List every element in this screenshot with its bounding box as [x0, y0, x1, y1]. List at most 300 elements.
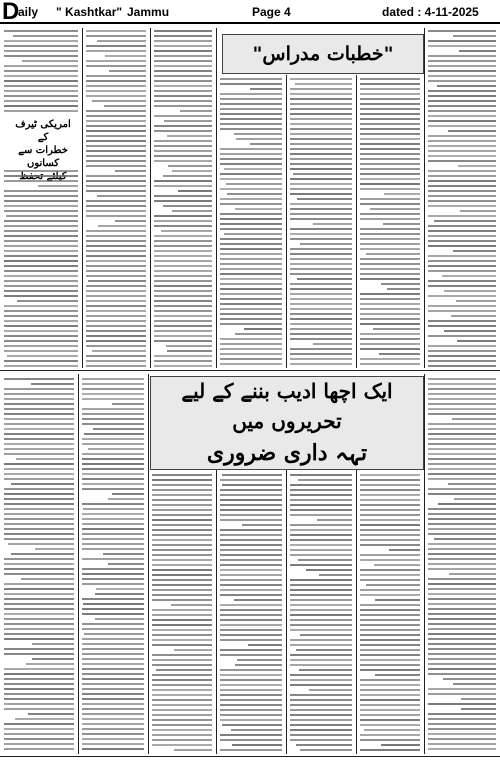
text-line: [428, 378, 496, 380]
text-line: [428, 135, 496, 137]
text-line: [360, 343, 420, 345]
text-line: [234, 599, 282, 601]
text-line: [4, 533, 74, 535]
text-line: [290, 148, 352, 150]
text-line: [86, 315, 146, 317]
text-line: [82, 703, 144, 705]
text-line: [290, 253, 352, 255]
text-line: [360, 699, 420, 701]
text-line: [82, 678, 144, 680]
text-line: [154, 35, 212, 37]
text-line: [360, 88, 420, 90]
text-line: [220, 674, 282, 676]
text-line: [220, 188, 282, 190]
text-line: [428, 383, 496, 385]
text-line: [220, 589, 282, 591]
text-line: [4, 493, 74, 495]
text-line: [360, 629, 420, 631]
text-line: [290, 128, 352, 130]
text-line: [220, 564, 282, 566]
text-line: [154, 340, 212, 342]
text-line: [82, 488, 144, 490]
text-line: [370, 208, 420, 210]
text-line: [154, 200, 212, 202]
text-line: [7, 355, 78, 357]
text-line: [82, 713, 144, 715]
text-line: [290, 514, 352, 516]
text-line: [220, 298, 282, 300]
text-line: [299, 669, 352, 671]
text-line: [86, 270, 146, 272]
text-line: [152, 534, 212, 536]
text-line: [4, 330, 78, 332]
text-line: [290, 273, 352, 275]
text-line: [95, 593, 144, 595]
text-line: [428, 240, 496, 242]
text-line: [92, 350, 146, 352]
text-line: [4, 498, 74, 500]
text-line: [154, 150, 212, 152]
text-line: [428, 255, 496, 257]
text-line: [290, 694, 352, 696]
text-line: [4, 65, 78, 67]
text-line: [220, 689, 282, 691]
text-line: [86, 45, 146, 47]
text-line: [290, 263, 352, 265]
text-line: [4, 743, 74, 745]
text-line: [428, 235, 496, 237]
text-line: [98, 225, 146, 227]
text-line: [293, 173, 352, 175]
text-line: [21, 578, 74, 580]
text-line: [154, 260, 212, 262]
text-line: [86, 365, 146, 367]
text-line: [4, 200, 78, 202]
text-line: [86, 130, 146, 132]
text-line: [222, 484, 282, 486]
text-line: [156, 669, 212, 671]
text-line: [360, 734, 420, 736]
text-line: [220, 98, 282, 100]
text-line: [154, 235, 212, 237]
text-line: [428, 225, 496, 227]
masthead-initial: D: [2, 0, 20, 25]
text-line: [290, 118, 352, 120]
text-line: [97, 195, 146, 197]
text-line: [290, 619, 352, 621]
column-rule: [216, 470, 217, 754]
text-line: [290, 664, 352, 666]
text-line: [13, 35, 78, 37]
text-line: [234, 133, 282, 135]
text-line: [290, 108, 352, 110]
text-line: [154, 115, 212, 117]
text-line: [290, 584, 352, 586]
text-line: [152, 714, 212, 716]
text-line: [84, 633, 144, 635]
text-line: [428, 668, 496, 670]
text-line: [428, 408, 496, 410]
text-line: [360, 544, 420, 546]
text-line: [375, 674, 420, 676]
text-line: [86, 145, 146, 147]
text-line: [220, 699, 282, 701]
text-line: [298, 479, 352, 481]
text-line: [105, 55, 146, 57]
column-rule: [286, 75, 287, 368]
text-line: [360, 619, 420, 621]
text-line: [154, 80, 212, 82]
text-line: [220, 554, 282, 556]
text-line: [4, 583, 74, 585]
text-line: [428, 463, 496, 465]
bottom-rule: [0, 756, 500, 757]
column-rule: [148, 374, 149, 754]
text-line: [109, 70, 146, 72]
text-line: [86, 360, 146, 362]
text-line: [154, 325, 212, 327]
text-line: [152, 599, 212, 601]
text-line: [4, 633, 74, 635]
text-line: [8, 543, 74, 545]
text-line: [86, 245, 146, 247]
text-line: [428, 45, 496, 47]
text-line: [4, 608, 74, 610]
text-line: [290, 228, 352, 230]
text-line: [220, 228, 282, 230]
text-line: [4, 195, 78, 197]
text-line: [220, 639, 282, 641]
text-line: [290, 704, 352, 706]
column-rule: [216, 28, 217, 368]
text-line: [4, 623, 74, 625]
text-line: [152, 514, 212, 516]
text-line: [154, 60, 212, 62]
text-line: [154, 255, 212, 257]
text-line: [83, 508, 144, 510]
text-line: [360, 178, 420, 180]
text-line: [290, 499, 352, 501]
text-line: [4, 170, 78, 172]
text-line: [434, 220, 496, 222]
text-line: [443, 678, 496, 680]
text-line: [86, 110, 146, 112]
text-line: [220, 158, 282, 160]
text-line: [360, 644, 420, 646]
text-line: [86, 160, 146, 162]
text-line: [437, 85, 496, 87]
text-line: [4, 250, 78, 252]
text-line: [360, 308, 420, 310]
text-line: [360, 659, 420, 661]
text-line: [242, 524, 282, 526]
text-line: [360, 298, 420, 300]
text-line: [428, 453, 496, 455]
masthead-daily: aily: [18, 5, 39, 19]
text-line: [428, 285, 496, 287]
text-line: [313, 223, 352, 225]
text-line: [82, 668, 144, 670]
text-line: [220, 739, 282, 741]
text-line: [4, 568, 74, 570]
text-line: [82, 398, 144, 400]
article-text-block: [4, 168, 78, 368]
text-line: [366, 584, 420, 586]
text-line: [220, 569, 282, 571]
text-line: [4, 320, 78, 322]
text-line: [360, 614, 420, 616]
text-line: [220, 604, 282, 606]
article-text-block: [4, 28, 78, 114]
text-line: [4, 210, 78, 212]
text-line: [290, 248, 352, 250]
text-line: [428, 110, 496, 112]
text-line: [86, 190, 146, 192]
text-line: [86, 115, 146, 117]
headline-line: خطرات سے کسانوں: [18, 145, 68, 169]
text-line: [166, 345, 212, 347]
text-line: [290, 659, 352, 661]
text-line: [220, 338, 282, 340]
text-line: [220, 323, 282, 325]
text-line: [290, 283, 352, 285]
text-line: [360, 569, 420, 571]
text-line: [290, 549, 352, 551]
text-line: [226, 183, 282, 185]
text-line: [232, 744, 282, 746]
text-line: [152, 734, 212, 736]
text-line: [152, 654, 212, 656]
text-line: [4, 518, 74, 520]
text-line: [82, 533, 144, 535]
text-line: [290, 293, 352, 295]
text-line: [250, 88, 282, 90]
text-line: [364, 729, 420, 731]
text-line: [152, 624, 212, 626]
text-line: [360, 83, 420, 85]
text-line: [296, 649, 352, 651]
text-line: [428, 295, 496, 297]
text-line: [387, 288, 421, 290]
text-line: [428, 508, 496, 510]
text-line: [428, 150, 496, 152]
text-line: [28, 713, 74, 715]
text-line: [290, 714, 352, 716]
text-line: [428, 618, 496, 620]
text-line: [152, 484, 212, 486]
text-line: [360, 98, 420, 100]
text-line: [86, 95, 146, 97]
text-line: [379, 353, 420, 355]
text-line: [4, 290, 78, 292]
text-line: [220, 489, 282, 491]
text-line: [290, 609, 352, 611]
text-line: [4, 733, 74, 735]
text-line: [82, 483, 144, 485]
text-line: [428, 713, 496, 715]
text-line: [360, 609, 420, 611]
text-line: [4, 75, 78, 77]
text-line: [4, 240, 78, 242]
text-line: [86, 340, 146, 342]
text-line: [220, 303, 282, 305]
text-line: [360, 213, 420, 215]
text-line: [428, 638, 496, 640]
text-line: [235, 333, 282, 335]
text-line: [154, 290, 212, 292]
text-line: [290, 599, 352, 601]
text-line: [383, 223, 420, 225]
text-line: [154, 130, 212, 132]
text-line: [290, 163, 352, 165]
text-line: [220, 203, 282, 205]
text-line: [154, 185, 212, 187]
text-line: [11, 553, 74, 555]
text-line: [360, 108, 420, 110]
text-line: [290, 158, 352, 160]
text-line: [220, 238, 282, 240]
text-line: [4, 345, 78, 347]
text-line: [428, 633, 496, 635]
text-line: [82, 663, 144, 665]
text-line: [300, 634, 352, 636]
text-line: [82, 623, 144, 625]
text-line: [290, 639, 352, 641]
text-line: [360, 694, 420, 696]
text-line: [86, 305, 146, 307]
text-line: [4, 255, 78, 257]
text-line: [4, 30, 78, 32]
text-line: [4, 748, 74, 750]
text-line: [4, 180, 78, 182]
text-line: [236, 138, 282, 140]
text-line: [86, 30, 146, 32]
text-line: [360, 484, 420, 486]
text-line: [82, 503, 144, 505]
text-line: [4, 678, 74, 680]
text-line: [4, 205, 78, 207]
text-line: [4, 225, 78, 227]
text-line: [154, 240, 212, 242]
text-line: [4, 738, 74, 740]
text-line: [82, 538, 144, 540]
text-line: [4, 473, 74, 475]
text-line: [82, 643, 144, 645]
text-line: [360, 504, 420, 506]
text-line: [4, 340, 78, 342]
text-line: [428, 608, 496, 610]
text-line: [152, 574, 212, 576]
text-line: [82, 628, 144, 630]
text-line: [360, 123, 420, 125]
text-line: [220, 93, 282, 95]
text-line: [154, 250, 212, 252]
text-line: [220, 113, 282, 115]
text-line: [290, 123, 352, 125]
text-line: [428, 488, 496, 490]
text-line: [152, 689, 212, 691]
text-line: [428, 310, 496, 312]
text-line: [4, 538, 74, 540]
text-line: [360, 509, 420, 511]
text-line: [290, 484, 352, 486]
text-line: [82, 473, 144, 475]
text-line: [4, 260, 78, 262]
text-line: [290, 654, 352, 656]
text-line: [235, 208, 282, 210]
text-line: [82, 378, 144, 380]
text-line: [428, 325, 496, 327]
text-line: [428, 623, 496, 625]
text-line: [220, 559, 282, 561]
text-line: [428, 603, 496, 605]
text-line: [360, 684, 420, 686]
text-line: [290, 93, 352, 95]
text-line: [428, 65, 496, 67]
text-line: [290, 238, 352, 240]
text-line: [290, 604, 352, 606]
text-line: [296, 744, 352, 746]
text-line: [86, 295, 146, 297]
text-line: [4, 230, 78, 232]
text-line: [93, 428, 144, 430]
text-line: [290, 298, 352, 300]
text-line: [86, 65, 146, 67]
text-line: [82, 518, 144, 520]
article-text-block: [360, 76, 420, 368]
text-line: [428, 658, 496, 660]
text-line: [290, 318, 352, 320]
text-line: [290, 504, 352, 506]
text-line: [290, 674, 352, 676]
text-line: [82, 693, 144, 695]
text-line: [152, 704, 212, 706]
text-line: [4, 360, 78, 362]
text-line: [428, 265, 496, 267]
text-line: [220, 669, 282, 671]
text-line: [4, 423, 74, 425]
text-line: [220, 534, 282, 536]
text-line: [428, 355, 496, 357]
text-line: [290, 328, 352, 330]
text-line: [32, 658, 74, 660]
text-line: [428, 653, 496, 655]
text-line: [82, 648, 144, 650]
text-line: [360, 313, 420, 315]
text-line: [82, 543, 144, 545]
text-line: [360, 338, 420, 340]
article-text-block: [154, 28, 212, 368]
text-line: [82, 383, 144, 385]
text-line: [220, 283, 282, 285]
text-line: [6, 215, 78, 217]
text-line: [360, 258, 420, 260]
text-line: [360, 654, 420, 656]
text-line: [86, 250, 146, 252]
text-line: [360, 278, 420, 280]
text-line: [360, 318, 420, 320]
text-line: [154, 355, 212, 357]
text-line: [428, 215, 496, 217]
text-line: [4, 55, 78, 57]
text-line: [444, 330, 496, 332]
headline-box-khutbat: [222, 34, 424, 74]
text-line: [92, 100, 146, 102]
text-line: [237, 659, 282, 661]
text-line: [4, 100, 78, 102]
text-line: [82, 458, 144, 460]
text-line: [428, 748, 496, 750]
